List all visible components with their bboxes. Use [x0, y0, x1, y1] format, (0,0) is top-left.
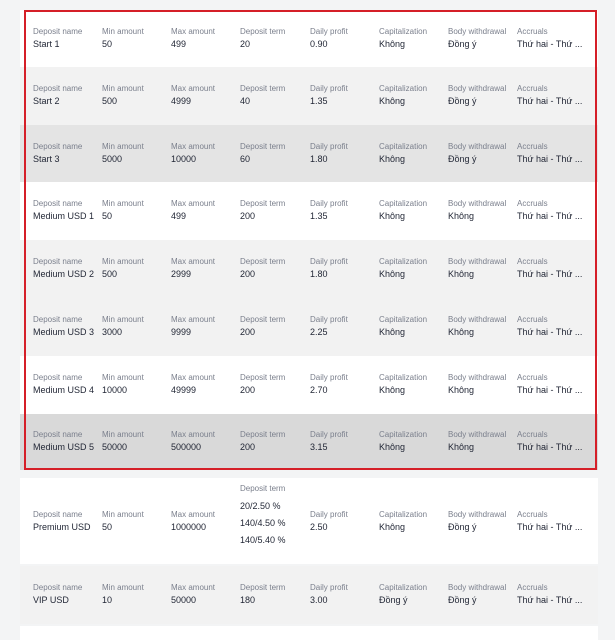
cell-label-min: Min amount [102, 373, 144, 382]
cell-value-term-line: 140/4.50 % [240, 518, 286, 528]
cell-label-term: Deposit term [240, 583, 286, 592]
cell-profit [310, 125, 379, 182]
cell-label-accruals: Accruals [517, 142, 548, 151]
cell-label-withdraw: Body withdrawal [448, 373, 507, 382]
cell-label-profit: Daily profit [310, 373, 348, 382]
cell-value-max: 2999 [171, 269, 192, 279]
cell-name [33, 240, 102, 298]
cell-value-cap: Không [379, 442, 406, 452]
cell-label-cap: Capitalization [379, 199, 428, 208]
cell-value-withdraw: Không [448, 327, 475, 337]
cell-label-name: Deposit name [33, 27, 83, 36]
cell-label-profit: Daily profit [310, 510, 348, 519]
cell-value-withdraw: Không [448, 385, 475, 395]
cell-label-max: Max amount [171, 510, 216, 519]
cell-value-withdraw: Đồng ý [448, 522, 477, 532]
cell-cap [379, 298, 448, 356]
cell-value-cap: Không [379, 327, 406, 337]
cell-min [102, 298, 171, 356]
cell-label-accruals: Accruals [517, 199, 548, 208]
cell-label-accruals: Accruals [517, 510, 548, 519]
cell-label-min: Min amount [102, 315, 144, 324]
cell-label-name: Deposit name [33, 142, 83, 151]
cell-label-max: Max amount [171, 84, 216, 93]
cell-label-min: Min amount [102, 510, 144, 519]
cell-term [240, 356, 309, 414]
cell-value-profit: 2.70 [310, 385, 328, 395]
cell-label-term: Deposit term [240, 142, 286, 151]
cell-value-term: 200 [240, 211, 256, 221]
cell-profit [310, 10, 379, 67]
cell-label-term: Deposit term [240, 373, 286, 382]
cell-label-cap: Capitalization [379, 583, 428, 592]
cell-value-name: Medium USD 4 [33, 385, 95, 395]
cell-max [171, 414, 240, 470]
cell-cap [379, 125, 448, 182]
cell-label-withdraw: Body withdrawal [448, 315, 507, 324]
cell-value-name: Medium USD 5 [33, 442, 95, 452]
cell-value-profit: 3.15 [310, 442, 328, 452]
cell-value-cap: Không [379, 269, 406, 279]
table-row[interactable] [20, 10, 598, 67]
table-row[interactable] [20, 478, 598, 564]
cell-term [240, 414, 309, 470]
cell-max [171, 182, 240, 240]
cell-label-profit: Daily profit [310, 315, 348, 324]
cell-cap [379, 478, 448, 564]
cell-value-withdraw: Không [448, 442, 475, 452]
cell-label-min: Min amount [102, 84, 144, 93]
cell-max [171, 10, 240, 67]
cell-withdraw [448, 356, 517, 414]
cell-value-name: Medium USD 3 [33, 327, 95, 337]
cell-label-cap: Capitalization [379, 27, 428, 36]
cell-accruals [517, 356, 586, 414]
cell-label-term: Deposit term [240, 199, 286, 208]
cell-max [171, 478, 240, 564]
cell-min [102, 356, 171, 414]
cell-min [102, 414, 171, 470]
cell-cap [379, 182, 448, 240]
cell-label-term: Deposit term [240, 27, 286, 36]
cell-value-profit: 1.35 [310, 96, 328, 106]
cell-term [240, 478, 309, 564]
cell-value-max: 9999 [171, 327, 192, 337]
cell-label-name: Deposit name [33, 430, 83, 439]
cell-value-profit: 1.80 [310, 154, 328, 164]
cell-cap [379, 240, 448, 298]
cell-value-cap: Không [379, 154, 406, 164]
cell-label-name: Deposit name [33, 257, 83, 266]
cell-value-min: 10 [102, 595, 113, 605]
cell-label-term: Deposit term [240, 84, 286, 93]
cell-value-term: 180 [240, 595, 256, 605]
cell-withdraw [448, 566, 517, 624]
cell-value-name: Start 3 [33, 154, 60, 164]
cell-value-min: 10000 [102, 385, 128, 395]
cell-profit [310, 478, 379, 564]
table-row[interactable] [20, 298, 598, 356]
cell-value-term: 200 [240, 385, 256, 395]
cell-value-cap: Không [379, 385, 406, 395]
cell-name [33, 356, 102, 414]
cell-min [102, 10, 171, 67]
cell-cap [379, 10, 448, 67]
cell-label-max: Max amount [171, 430, 216, 439]
cell-label-profit: Daily profit [310, 430, 348, 439]
cell-profit [310, 67, 379, 125]
cell-cap [379, 414, 448, 470]
cell-label-withdraw: Body withdrawal [448, 142, 507, 151]
cell-label-cap: Capitalization [379, 84, 428, 93]
cell-name [33, 414, 102, 470]
cell-cap [379, 67, 448, 125]
table-row[interactable] [20, 240, 598, 298]
cell-max [171, 125, 240, 182]
cell-value-withdraw: Đồng ý [448, 595, 477, 605]
cell-value-max: 499 [171, 211, 187, 221]
cell-value-min: 50 [102, 522, 113, 532]
cell-label-profit: Daily profit [310, 84, 348, 93]
cell-value-withdraw: Đồng ý [448, 96, 477, 106]
cell-label-profit: Daily profit [310, 142, 348, 151]
cell-label-accruals: Accruals [517, 315, 548, 324]
cell-value-profit: 2.50 [310, 522, 328, 532]
cell-min [102, 182, 171, 240]
cell-label-accruals: Accruals [517, 373, 548, 382]
cell-label-accruals: Accruals [517, 583, 548, 592]
cell-value-term: 40 [240, 96, 251, 106]
cell-withdraw [448, 478, 517, 564]
cell-value-max: 49999 [171, 385, 197, 395]
cell-value-accruals: Thứ hai - Thứ ... [517, 211, 583, 221]
cell-label-profit: Daily profit [310, 27, 348, 36]
cell-withdraw [448, 67, 517, 125]
cell-value-accruals: Thứ hai - Thứ ... [517, 385, 583, 395]
cell-accruals [517, 10, 586, 67]
cell-value-profit: 3.00 [310, 595, 328, 605]
cell-label-name: Deposit name [33, 315, 83, 324]
cell-value-max: 500000 [171, 442, 202, 452]
cell-value-accruals: Thứ hai - Thứ ... [517, 595, 583, 605]
cell-value-max: 50000 [171, 595, 197, 605]
cell-label-name: Deposit name [33, 510, 83, 519]
cell-value-term: 200 [240, 442, 256, 452]
cell-value-accruals: Thứ hai - Thứ ... [517, 96, 583, 106]
cell-label-withdraw: Body withdrawal [448, 583, 507, 592]
cell-label-accruals: Accruals [517, 84, 548, 93]
cell-label-min: Min amount [102, 257, 144, 266]
cell-label-max: Max amount [171, 373, 216, 382]
table-row[interactable] [20, 414, 598, 470]
cell-label-withdraw: Body withdrawal [448, 199, 507, 208]
cell-withdraw [448, 125, 517, 182]
cell-value-cap: Không [379, 39, 406, 49]
cell-value-name: Medium USD 1 [33, 211, 95, 221]
table-row[interactable] [20, 566, 598, 624]
cell-profit [310, 240, 379, 298]
cell-label-name: Deposit name [33, 84, 83, 93]
cell-label-cap: Capitalization [379, 430, 428, 439]
cell-term [240, 10, 309, 67]
cell-label-min: Min amount [102, 583, 144, 592]
cell-value-min: 50000 [102, 442, 128, 452]
cell-label-accruals: Accruals [517, 430, 548, 439]
cell-profit [310, 566, 379, 624]
cell-name [33, 182, 102, 240]
cell-value-name: Premium USD [33, 522, 91, 532]
cell-value-cap: Không [379, 522, 406, 532]
cell-value-term: 200 [240, 269, 256, 279]
table-row[interactable] [20, 356, 598, 414]
cell-value-name: Start 2 [33, 96, 60, 106]
cell-max [171, 298, 240, 356]
cell-withdraw [448, 10, 517, 67]
table-row [20, 626, 598, 640]
cell-max [171, 566, 240, 624]
cell-label-withdraw: Body withdrawal [448, 84, 507, 93]
cell-label-term: Deposit term [240, 257, 286, 266]
cell-min [102, 566, 171, 624]
cell-term [240, 67, 309, 125]
cell-value-term: 200 [240, 327, 256, 337]
cell-value-name: Medium USD 2 [33, 269, 95, 279]
cell-value-accruals: Thứ hai - Thứ ... [517, 154, 583, 164]
cell-value-name: Start 1 [33, 39, 60, 49]
cell-accruals [517, 240, 586, 298]
cell-value-max: 1000000 [171, 522, 207, 532]
cell-label-withdraw: Body withdrawal [448, 430, 507, 439]
cell-min [102, 478, 171, 564]
cell-value-term-line: 140/5.40 % [240, 535, 286, 545]
cell-label-profit: Daily profit [310, 583, 348, 592]
cell-label-term: Deposit term [240, 430, 286, 439]
cell-label-max: Max amount [171, 257, 216, 266]
cell-value-max: 10000 [171, 154, 197, 164]
cell-term [240, 182, 309, 240]
cell-accruals [517, 478, 586, 564]
cell-min [102, 240, 171, 298]
cell-value-term: 20 [240, 39, 251, 49]
cell-value-accruals: Thứ hai - Thứ ... [517, 39, 583, 49]
cell-withdraw [448, 182, 517, 240]
table-row[interactable] [20, 182, 598, 240]
cell-label-term: Deposit term [240, 315, 286, 324]
cell-label-accruals: Accruals [517, 257, 548, 266]
cell-label-min: Min amount [102, 430, 144, 439]
cell-label-withdraw: Body withdrawal [448, 510, 507, 519]
cell-value-min: 500 [102, 269, 118, 279]
cell-value-min: 5000 [102, 154, 123, 164]
cell-value-min: 50 [102, 211, 113, 221]
cell-value-profit: 2.25 [310, 327, 328, 337]
cell-label-name: Deposit name [33, 373, 83, 382]
cell-label-cap: Capitalization [379, 142, 428, 151]
cell-label-max: Max amount [171, 142, 216, 151]
cell-withdraw [448, 298, 517, 356]
cell-accruals [517, 298, 586, 356]
cell-label-name: Deposit name [33, 199, 83, 208]
cell-label-cap: Capitalization [379, 510, 428, 519]
cell-value-term-line: 20/2.50 % [240, 501, 281, 511]
cell-value-max: 499 [171, 39, 187, 49]
cell-value-accruals: Thứ hai - Thứ ... [517, 522, 583, 532]
cell-label-cap: Capitalization [379, 315, 428, 324]
cell-accruals [517, 414, 586, 470]
cell-min [102, 125, 171, 182]
cell-label-max: Max amount [171, 315, 216, 324]
cell-value-min: 500 [102, 96, 118, 106]
cell-label-min: Min amount [102, 142, 144, 151]
cell-value-withdraw: Đồng ý [448, 154, 477, 164]
cell-label-max: Max amount [171, 27, 216, 36]
cell-label-min: Min amount [102, 27, 144, 36]
cell-max [171, 356, 240, 414]
cell-value-accruals: Thứ hai - Thứ ... [517, 327, 583, 337]
cell-value-cap: Đồng ý [379, 595, 408, 605]
cell-accruals [517, 182, 586, 240]
cell-value-withdraw: Đồng ý [448, 39, 477, 49]
cell-term [240, 566, 309, 624]
cell-value-accruals: Thứ hai - Thứ ... [517, 442, 583, 452]
cell-value-accruals: Thứ hai - Thứ ... [517, 269, 583, 279]
cell-value-withdraw: Không [448, 269, 475, 279]
cell-cap [379, 356, 448, 414]
cell-withdraw [448, 414, 517, 470]
cell-name [33, 566, 102, 624]
cell-name [33, 478, 102, 564]
cell-label-max: Max amount [171, 583, 216, 592]
cell-value-cap: Không [379, 96, 406, 106]
cell-label-accruals: Accruals [517, 27, 548, 36]
cell-label-profit: Daily profit [310, 199, 348, 208]
cell-term [240, 125, 309, 182]
cell-label-max: Max amount [171, 199, 216, 208]
cell-name [33, 298, 102, 356]
cell-cap [379, 566, 448, 624]
cell-accruals [517, 67, 586, 125]
cell-label-profit: Daily profit [310, 257, 348, 266]
cell-label-withdraw: Body withdrawal [448, 27, 507, 36]
cell-max [171, 240, 240, 298]
cell-label-withdraw: Body withdrawal [448, 257, 507, 266]
cell-min [102, 67, 171, 125]
table-row[interactable] [20, 67, 598, 125]
cell-term [240, 298, 309, 356]
cell-profit [310, 298, 379, 356]
cell-value-name: VIP USD [33, 595, 69, 605]
cell-label-term: Deposit term [240, 484, 286, 493]
cell-accruals [517, 125, 586, 182]
table-row[interactable] [20, 125, 598, 182]
cell-max [171, 67, 240, 125]
cell-value-profit: 0.90 [310, 39, 328, 49]
cell-name [33, 67, 102, 125]
cell-value-cap: Không [379, 211, 406, 221]
cell-profit [310, 414, 379, 470]
cell-value-min: 3000 [102, 327, 123, 337]
cell-name [33, 10, 102, 67]
cell-profit [310, 182, 379, 240]
cell-value-profit: 1.80 [310, 269, 328, 279]
cell-name [33, 125, 102, 182]
cell-withdraw [448, 240, 517, 298]
cell-value-min: 50 [102, 39, 113, 49]
cell-term [240, 240, 309, 298]
cell-accruals [517, 566, 586, 624]
cell-profit [310, 356, 379, 414]
cell-label-name: Deposit name [33, 583, 83, 592]
cell-value-withdraw: Không [448, 211, 475, 221]
cell-value-term: 60 [240, 154, 251, 164]
cell-label-min: Min amount [102, 199, 144, 208]
cell-value-max: 4999 [171, 96, 192, 106]
cell-label-cap: Capitalization [379, 257, 428, 266]
cell-value-profit: 1.35 [310, 211, 328, 221]
cell-label-cap: Capitalization [379, 373, 428, 382]
